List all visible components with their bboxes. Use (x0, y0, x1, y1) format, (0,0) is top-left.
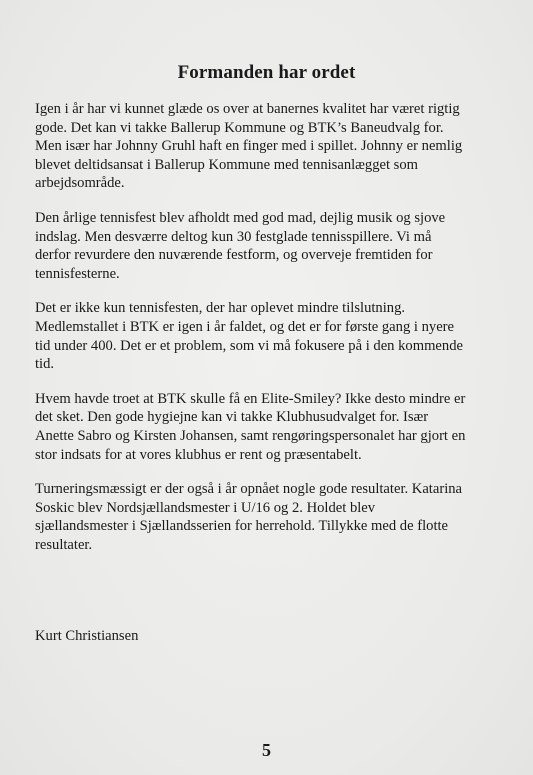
paragraph-line: Medlemstallet i BTK er igen i år faldet, og det er for første gang i nyere (35, 318, 455, 335)
paragraph-line: tid. (35, 356, 55, 373)
document-title: Formanden har ordet (177, 62, 356, 83)
paragraph-line: Soskic blev Nordsjællandsmester i U/16 og 2. Holdet blev (35, 499, 376, 516)
paragraph-line: indslag. Men desværre deltog kun 30 festglade tennisspillere. Vi må (35, 228, 432, 245)
paragraph-line: Hvem havde troet at BTK skulle få en Elite-Smiley? Ikke desto mindre er (35, 390, 466, 407)
paragraph-line: Den årlige tennisfest blev afholdt med god mad, dejlig musik og sjove (35, 209, 446, 226)
paragraph-line: Igen i år har vi kunnet glæde os over at banernes kvalitet har været rigtig (35, 101, 460, 117)
paragraph-line: Turneringsmæssigt er der også i år opnået nogle gode resultater. Katarina (35, 481, 463, 498)
paragraph (35, 480, 507, 554)
paragraph-line: resultater. (35, 536, 93, 553)
paragraph-line: blevet deltidsansat i Ballerup Kommune med tennisanlægget som (35, 156, 419, 173)
paragraph (35, 390, 507, 464)
paragraph-line: gode. Det kan vi takke Ballerup Kommune og BTK’s Baneudvalg for. (35, 119, 444, 136)
paragraph-line: stor indsats for at vores klubhus er rent og præsentabelt. (35, 446, 362, 463)
paragraph (35, 299, 507, 373)
paragraph-line: Men især har Johnny Gruhl haft en finger med i spillet. Johnny er nemlig (35, 138, 463, 155)
paragraph-line: det sket. Den gode hygiejne kan vi takke Klubhusudvalget for. Især (35, 409, 429, 426)
paragraph (35, 100, 507, 193)
paragraph-line: tennisfesterne. (35, 265, 120, 282)
page-number: 5 (262, 740, 271, 760)
paragraph-line: Det er ikke kun tennisfesten, der har oplevet mindre tilslutning. (35, 300, 406, 317)
paragraph-line: derfor revurdere den nuværende festform, og overveje fremtiden for (35, 247, 433, 264)
document-body (35, 100, 507, 570)
signature: Kurt Christiansen (35, 628, 139, 644)
paragraph-line: arbejdsområde. (35, 175, 125, 192)
paragraph-line: sjællandsmester i Sjællandsserien for herrehold. Tillykke med de flotte (35, 518, 449, 535)
paragraph-line: tid under 400. Det er et problem, som vi må fokusere på i den kommende (35, 337, 463, 354)
paragraph-line: Anette Sabro og Kirsten Johansen, samt rengøringspersonalet har gjort en (35, 427, 466, 444)
paragraph (35, 209, 507, 283)
